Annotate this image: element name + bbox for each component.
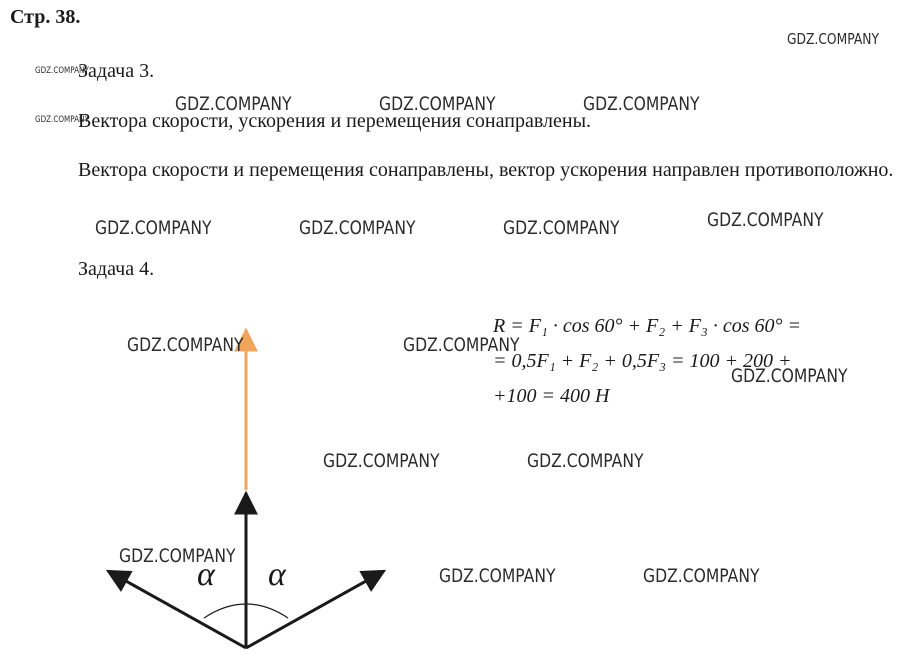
task3-title: Задача 3. [78, 60, 155, 82]
watermark: GDZ.COMPANY [527, 450, 644, 472]
watermark: GDZ.COMPANY [503, 217, 620, 239]
watermark: GDZ.COMPANY [323, 450, 440, 472]
formula-line-2: = 0,5F₁ + F₂ + 0,5F₃ = 100 + 200 + [493, 350, 792, 372]
watermark: GDZ.COMPANY [379, 93, 496, 115]
f1-vector-arrow [108, 571, 246, 648]
page-title: Стр. 38. [10, 6, 81, 28]
f3-vector-arrow [246, 571, 384, 648]
watermark-small: GDZ.COMPANY [35, 115, 89, 125]
watermark: GDZ.COMPANY [119, 545, 236, 567]
watermark: GDZ.COMPANY [731, 365, 848, 387]
watermark: GDZ.COMPANY [299, 217, 416, 239]
formula-line-3: +100 = 400 Н [493, 385, 610, 407]
watermark: GDZ.COMPANY [127, 334, 244, 356]
task4-title: Задача 4. [78, 258, 155, 280]
watermark: GDZ.COMPANY [643, 565, 760, 587]
watermark: GDZ.COMPANY [403, 334, 520, 356]
watermark: GDZ.COMPANY [707, 209, 824, 231]
watermark: GDZ.COMPANY [95, 217, 212, 239]
task3-answer-2: Вектора скорости и перемещения сонаправлены, вектор ускорения направлен противоположно. [78, 159, 894, 181]
watermark: GDZ.COMPANY [175, 93, 292, 115]
watermark: GDZ.COMPANY [583, 93, 700, 115]
angle-label-right: α [268, 556, 286, 593]
watermark-small: GDZ.COMPANY [35, 66, 89, 76]
watermark: GDZ.COMPANY [787, 30, 879, 48]
formula-line-1: R = F₁ · cos 60° + F₂ + F₃ · cos 60° = [493, 315, 802, 337]
watermark: GDZ.COMPANY [439, 565, 556, 587]
task3-answer-1: Вектора скорости, ускорения и перемещения сонаправлены. [78, 110, 592, 132]
angle-label-left: α [197, 556, 215, 593]
